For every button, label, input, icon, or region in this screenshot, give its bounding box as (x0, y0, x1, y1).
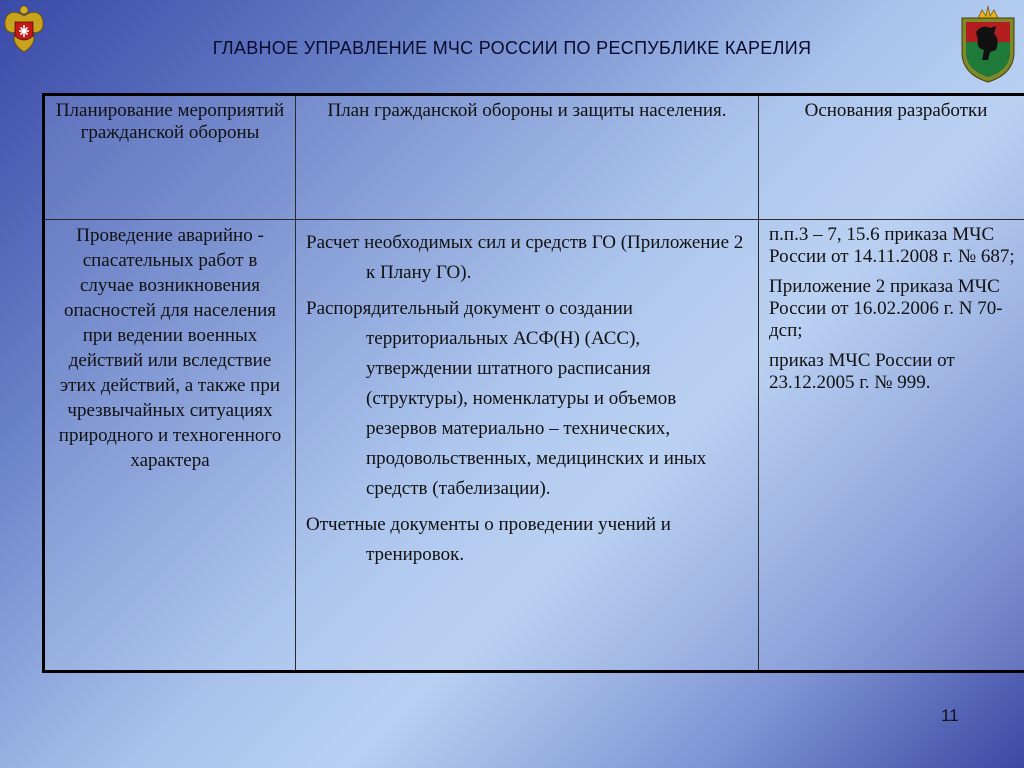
karelia-coat-of-arms-icon (956, 2, 1020, 86)
cell-activity: Проведение аварийно - спасательных работ в случае возникновения опасностей для населения при ведении военных действий или вследствие этих действий, а также при чрезвычайных ситуациях природного и техногенного характера (44, 220, 296, 672)
document-item: Отчетные документы о проведении учений и тренировок. (306, 514, 671, 565)
header-cell-plan: План гражданской обороны и защиты населения. (296, 95, 759, 220)
legal-basis-item: приказ МЧС России от 23.12.2005 г. № 999. (769, 350, 955, 393)
page-number: 11 (941, 706, 959, 725)
table-header-row (44, 95, 1024, 220)
page-title: ГЛАВНОЕ УПРАВЛЕНИЕ МЧС РОССИИ ПО РЕСПУБЛИКЕ КАРЕЛИЯ (212, 38, 812, 58)
legal-basis-item: п.п.3 – 7, 15.6 приказа МЧС России от 14.11.2008 г. № 687; (769, 224, 1015, 267)
header-cell-grounds: Основания разработки (759, 95, 1024, 220)
legal-basis-item: Приложение 2 приказа МЧС России от 16.02.2006 г. N 70-дсп; (769, 276, 1003, 341)
cell-legal-basis (759, 220, 1024, 672)
document-item: Распорядительный документ о создании территориальных АСФ(Н) (АСС), утверждении штатного расписания (структуры), номенклатуры и объемов резервов материально – технических, продовольственных, медицинских и иных средств (табелизации). (306, 298, 707, 499)
header-cell-planning: Планирование мероприятий гражданской обороны (44, 95, 296, 220)
document-item: Расчет необходимых сил и средств ГО (Приложение 2 к Плану ГО). (306, 232, 744, 283)
gco-planning-table (42, 93, 1024, 673)
cell-documents (296, 220, 759, 672)
table-row (44, 220, 1024, 672)
